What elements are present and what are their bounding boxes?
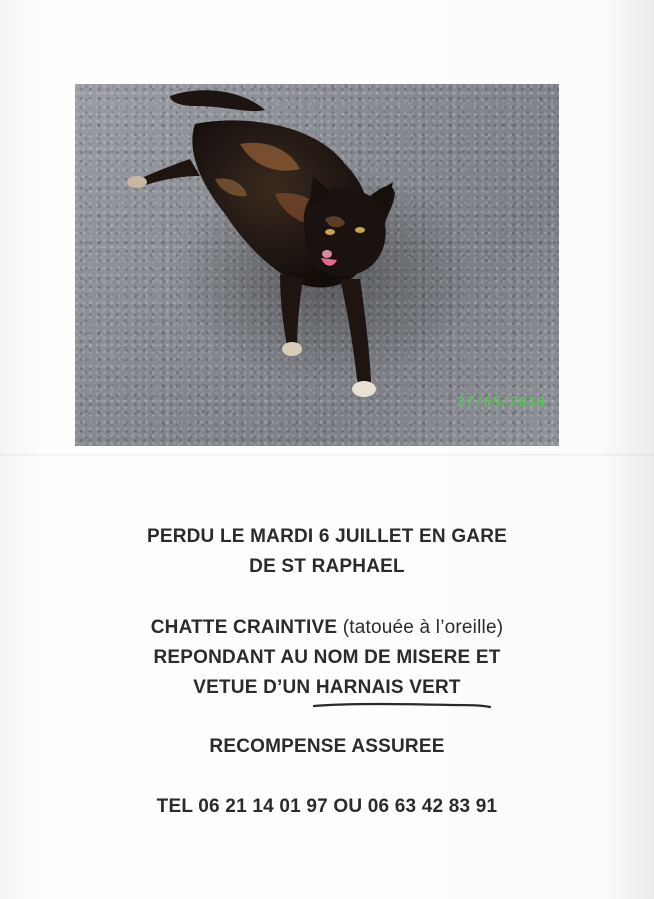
contact-notice (20, 792, 634, 822)
lost-date-line: PERDU LE MARDI 6 JUILLET EN GARE (146, 526, 508, 547)
harness-highlight (316, 673, 461, 703)
reward-notice (20, 732, 634, 762)
description-line-2: REPONDANT AU NOM DE MISERE ET (153, 647, 501, 668)
tattoo-note: (tatouée à l’oreille) (342, 617, 504, 638)
phone-line: TEL 06 21 14 01 97 OU 06 63 42 83 91 (156, 796, 498, 817)
reward-line: RECOMPENSE ASSUREE (209, 736, 445, 757)
cat-temperament: CHATTE CRAINTIVE (150, 617, 338, 638)
lost-place-line: DE ST RAPHAEL (249, 556, 405, 577)
cat-illustration (75, 84, 559, 446)
photo-date-stamp: 27/05/2010 (455, 395, 546, 410)
lost-notice (20, 522, 634, 582)
dressed-prefix: VETUE D’UN (193, 677, 311, 698)
harness-text: HARNAIS VERT (315, 677, 461, 698)
description-line-3 (20, 673, 634, 703)
paper-fold-crease (0, 454, 654, 456)
cat-description (20, 613, 634, 703)
description-line-1 (20, 613, 634, 643)
cat-photo (75, 84, 559, 446)
hand-drawn-underline (312, 700, 494, 712)
